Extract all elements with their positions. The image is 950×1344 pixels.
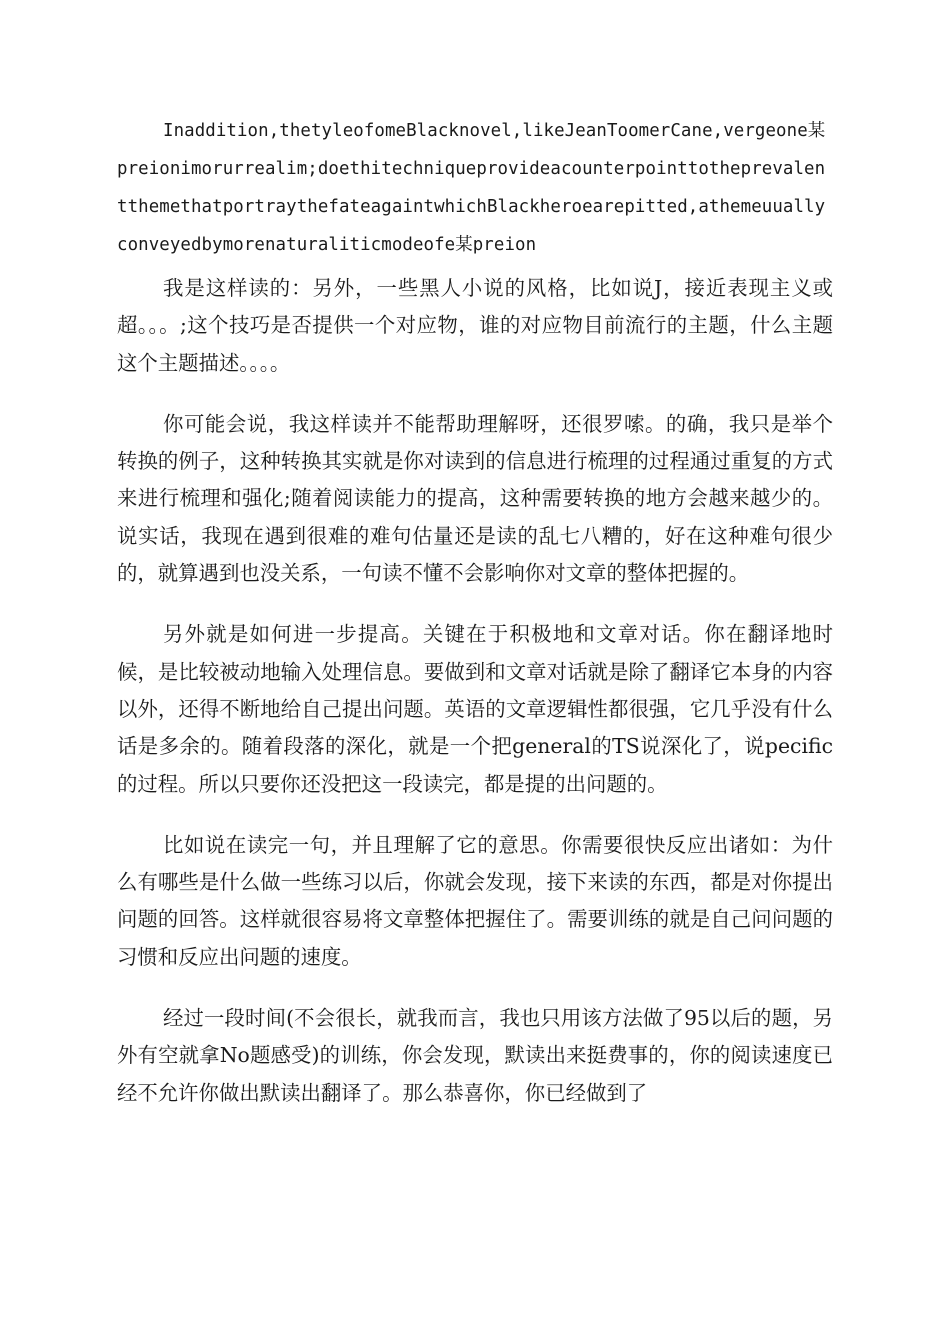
document-body	[117, 112, 833, 1136]
body-paragraph-3: 另外就是如何进一步提高。关键在于积极地和文章对话。你在翻译地时候，是比较被动地输入处理信息。要做到和文章对话就是除了翻译它本身的内容以外，还得不断地给自己提出问题。英语的文章逻辑性都很强，它几乎没有什么话是多余的。随着段落的深化，就是一个把general的TS说深化了，说pecific的过程。所以只要你还没把这一段读完，都是提的出问题的。	[117, 622, 833, 796]
body-paragraph-2: 你可能会说，我这样读并不能帮助理解呀，还很罗嗦。的确，我只是举个转换的例子，这种转换其实就是你对读到的信息进行梳理的过程通过重复的方式来进行梳理和强化;随着阅读能力的提高，这种需要转换的地方会越来越少的。说实话，我现在遇到很难的难句估量还是读的乱七八糟的，好在这种难句很少的，就算遇到也没关系，一句读不懂不会影响你对文章的整体把握的。	[117, 411, 833, 586]
body-paragraph-4: 比如说在读完一句，并且理解了它的意思。你需要很快反应出诸如：为什么有哪些是什么做一些练习以后，你就会发现，接下来读的东西，都是对你提出问题的回答。这样就很容易将文章整体把握住了。需要训练的就是自己问问题的习惯和反应出问题的速度。	[117, 832, 833, 969]
english-quote-paragraph: Inaddition,thetyleofomeBlacknovel,likeJeanToomerCane,vergeone某preionimorurrealim;doethitechniqueprovideacounterpointtotheprevalentthemethatportraythefateagaintwhichBlackheroearepitted,athemeuuallyconveyedbymorenaturaliticmodeofe某preion	[117, 121, 826, 255]
body-paragraph-1: 我是这样读的：另外，一些黑人小说的风格，比如说J，接近表现主义或超。。。;这个技巧是否提供一个对应物，谁的对应物目前流行的主题，什么主题这个主题描述。。。。	[117, 276, 833, 375]
body-paragraph-5: 经过一段时间(不会很长，就我而言，我也只用该方法做了95以后的题，另外有空就拿No题感受)的训练，你会发现，默读出来挺费事的，你的阅读速度已经不允许你做出默读出翻译了。那么恭喜你，你已经做到了	[117, 1006, 833, 1105]
